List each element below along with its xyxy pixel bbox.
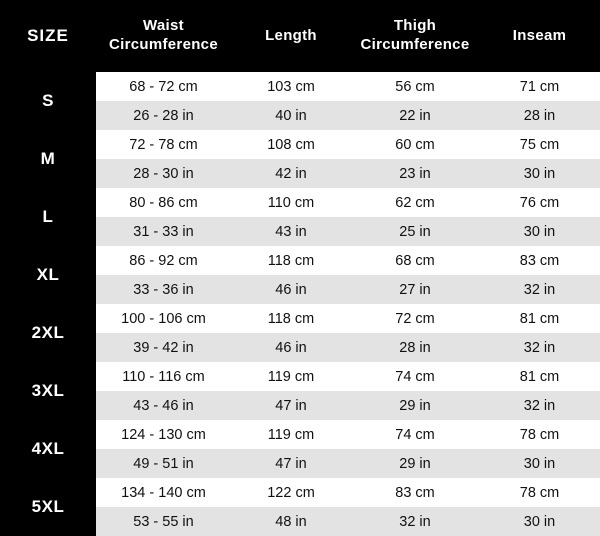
measurement-cell-cm: 110 - 116 cm xyxy=(96,362,231,391)
measurement-cell-cm: 86 - 92 cm xyxy=(96,246,231,275)
measurement-cell-cm: 62 cm xyxy=(351,188,479,217)
table-row xyxy=(0,130,600,159)
measurement-cell-in: 29 in xyxy=(351,391,479,420)
column-header-inseam: Inseam xyxy=(479,0,600,72)
table-header-row xyxy=(0,0,600,72)
measurement-cell-in: 28 in xyxy=(479,101,600,130)
measurement-cell-cm: 118 cm xyxy=(231,304,351,333)
measurement-cell-cm: 134 - 140 cm xyxy=(96,478,231,507)
size-label-cell: 3XL xyxy=(0,362,96,420)
table-row xyxy=(0,246,600,275)
measurement-cell-in: 30 in xyxy=(479,449,600,478)
measurement-cell-cm: 81 cm xyxy=(479,304,600,333)
measurement-cell-cm: 122 cm xyxy=(231,478,351,507)
measurement-cell-in: 30 in xyxy=(479,159,600,188)
table-row xyxy=(0,188,600,217)
measurement-cell-in: 30 in xyxy=(479,217,600,246)
measurement-cell-in: 25 in xyxy=(351,217,479,246)
measurement-cell-cm: 76 cm xyxy=(479,188,600,217)
size-label-cell: XL xyxy=(0,246,96,304)
measurement-cell-cm: 103 cm xyxy=(231,72,351,101)
column-header-length: Length xyxy=(231,0,351,72)
measurement-cell-cm: 72 - 78 cm xyxy=(96,130,231,159)
measurement-cell-in: 22 in xyxy=(351,101,479,130)
size-label-cell: M xyxy=(0,130,96,188)
measurement-cell-cm: 108 cm xyxy=(231,130,351,159)
size-label-cell: 4XL xyxy=(0,420,96,478)
measurement-cell-in: 49 - 51 in xyxy=(96,449,231,478)
table-row xyxy=(0,304,600,333)
measurement-cell-in: 39 - 42 in xyxy=(96,333,231,362)
measurement-cell-in: 29 in xyxy=(351,449,479,478)
measurement-cell-cm: 78 cm xyxy=(479,420,600,449)
measurement-cell-in: 30 in xyxy=(479,507,600,536)
measurement-cell-in: 27 in xyxy=(351,275,479,304)
column-header-size: SIZE xyxy=(0,0,96,72)
measurement-cell-cm: 78 cm xyxy=(479,478,600,507)
measurement-cell-cm: 74 cm xyxy=(351,362,479,391)
measurement-cell-in: 32 in xyxy=(479,333,600,362)
size-label-cell: S xyxy=(0,72,96,130)
measurement-cell-in: 43 - 46 in xyxy=(96,391,231,420)
measurement-cell-in: 46 in xyxy=(231,275,351,304)
measurement-cell-cm: 60 cm xyxy=(351,130,479,159)
measurement-cell-cm: 74 cm xyxy=(351,420,479,449)
size-label-cell: 5XL xyxy=(0,478,96,536)
measurement-cell-cm: 100 - 106 cm xyxy=(96,304,231,333)
table-row xyxy=(0,420,600,449)
measurement-cell-in: 26 - 28 in xyxy=(96,101,231,130)
measurement-cell-in: 23 in xyxy=(351,159,479,188)
measurement-cell-cm: 71 cm xyxy=(479,72,600,101)
table-row xyxy=(0,362,600,391)
measurement-cell-in: 32 in xyxy=(351,507,479,536)
measurement-cell-in: 47 in xyxy=(231,391,351,420)
measurement-cell-in: 42 in xyxy=(231,159,351,188)
table-body xyxy=(0,72,600,536)
measurement-cell-cm: 119 cm xyxy=(231,420,351,449)
measurement-cell-cm: 124 - 130 cm xyxy=(96,420,231,449)
measurement-cell-cm: 68 cm xyxy=(351,246,479,275)
measurement-cell-cm: 80 - 86 cm xyxy=(96,188,231,217)
measurement-cell-in: 28 - 30 in xyxy=(96,159,231,188)
table-row xyxy=(0,478,600,507)
measurement-cell-in: 43 in xyxy=(231,217,351,246)
measurement-cell-in: 46 in xyxy=(231,333,351,362)
measurement-cell-cm: 68 - 72 cm xyxy=(96,72,231,101)
measurement-cell-cm: 75 cm xyxy=(479,130,600,159)
measurement-cell-in: 40 in xyxy=(231,101,351,130)
measurement-cell-cm: 72 cm xyxy=(351,304,479,333)
measurement-cell-cm: 81 cm xyxy=(479,362,600,391)
measurement-cell-in: 53 - 55 in xyxy=(96,507,231,536)
size-label-cell: 2XL xyxy=(0,304,96,362)
measurement-cell-in: 31 - 33 in xyxy=(96,217,231,246)
size-label-cell: L xyxy=(0,188,96,246)
measurement-cell-in: 28 in xyxy=(351,333,479,362)
measurement-cell-cm: 83 cm xyxy=(479,246,600,275)
measurement-cell-in: 47 in xyxy=(231,449,351,478)
measurement-cell-cm: 119 cm xyxy=(231,362,351,391)
measurement-cell-in: 32 in xyxy=(479,391,600,420)
column-header-thigh-circumference: Thigh Circumference xyxy=(351,0,479,72)
measurement-cell-cm: 56 cm xyxy=(351,72,479,101)
measurement-cell-in: 33 - 36 in xyxy=(96,275,231,304)
measurement-cell-in: 32 in xyxy=(479,275,600,304)
measurement-cell-cm: 118 cm xyxy=(231,246,351,275)
measurement-cell-in: 48 in xyxy=(231,507,351,536)
table-row xyxy=(0,72,600,101)
measurement-cell-cm: 110 cm xyxy=(231,188,351,217)
column-header-waist-circumference: Waist Circumference xyxy=(96,0,231,72)
measurement-cell-cm: 83 cm xyxy=(351,478,479,507)
